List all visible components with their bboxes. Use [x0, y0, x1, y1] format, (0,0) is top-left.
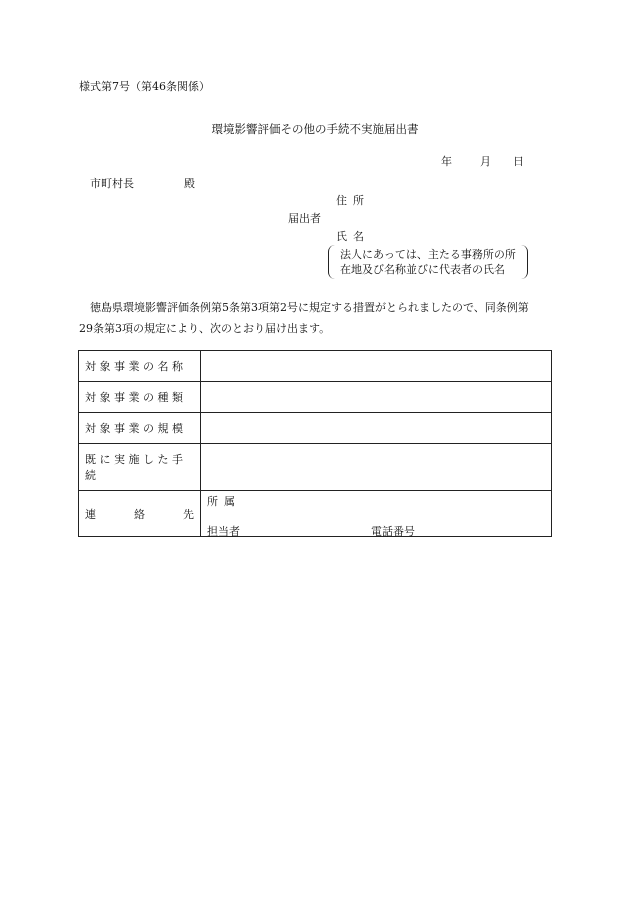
- body-line-1: 徳島県環境影響評価条例第5条第3項第2号に規定する措置がとられましたので、同条例第: [90, 301, 529, 314]
- body-text: [79, 297, 554, 339]
- contact-label-char: 絡: [134, 507, 145, 521]
- date-year-label: 年: [441, 155, 452, 168]
- form-table: [78, 350, 552, 537]
- notifier-label: 届出者: [288, 212, 321, 225]
- phone-number-label: 電話番号: [371, 525, 415, 538]
- row-label-project-scale: 対象事業の規模: [79, 413, 201, 444]
- row-label-project-name: 対象事業の名称: [79, 351, 201, 382]
- table-row: [79, 351, 552, 382]
- person-in-charge-label: 担当者: [207, 525, 240, 538]
- contact-label: [85, 506, 194, 522]
- row-label-project-type: 対象事業の種類: [79, 382, 201, 413]
- row-label-contact: [79, 491, 201, 537]
- affiliation-label: 所属: [207, 495, 241, 508]
- corporation-note: [328, 245, 528, 279]
- contact-field[interactable]: [201, 491, 552, 537]
- project-name-field[interactable]: [201, 351, 552, 382]
- project-type-field[interactable]: [201, 382, 552, 413]
- corporation-note-line1: 法人にあっては、主たる事務所の所: [340, 248, 516, 261]
- addressee-honorific: 殿: [184, 177, 195, 190]
- table-row: [79, 491, 552, 537]
- address-label: 住所: [336, 194, 370, 207]
- addressee: 市町村長: [90, 177, 134, 190]
- contact-label-char: 連: [85, 507, 96, 521]
- contact-label-char: 先: [183, 507, 194, 521]
- procedures-done-field[interactable]: [201, 444, 552, 491]
- corporation-note-line2: 在地及び名称並びに代表者の氏名: [340, 263, 505, 276]
- form-number: 様式第7号（第46条関係）: [79, 80, 210, 93]
- table-row: [79, 444, 552, 491]
- name-label: 氏名: [336, 230, 370, 243]
- date-day-label: 日: [513, 155, 524, 168]
- table-row: [79, 413, 552, 444]
- body-line-2: 29条第3項の規定により、次のとおり届け出ます。: [79, 322, 331, 335]
- document-title: 環境影響評価その他の手続不実施届出書: [211, 122, 419, 136]
- date-month-label: 月: [480, 155, 491, 168]
- row-label-procedures-done: 既に実施した手続: [79, 444, 201, 491]
- project-scale-field[interactable]: [201, 413, 552, 444]
- table-row: [79, 382, 552, 413]
